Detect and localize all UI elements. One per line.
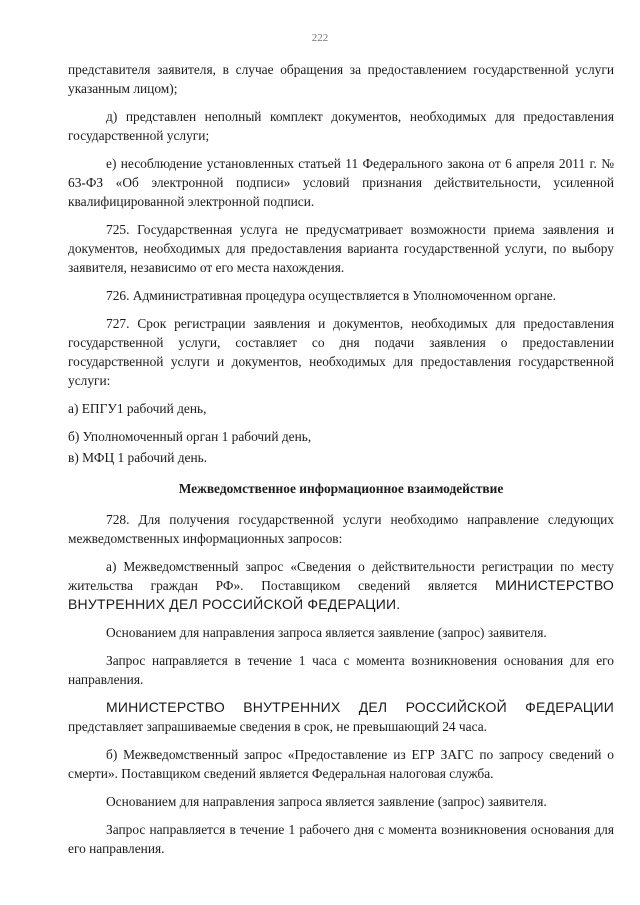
- paragraph-text: а) Межведомственный запрос «Сведения о действительности регистрации по месту жительства граждан РФ». Поставщиком сведений является: [68, 559, 614, 593]
- paragraph: [68, 698, 614, 736]
- list-item: в) МФЦ 1 рабочий день.: [68, 450, 208, 465]
- paragraph: 727. Срок регистрации заявления и документов, необходимых для предоставления государственной услуги, составляет со дня подачи заявления о предоставлении государственной услуги и документов, необходимых для предоставления государственной услуги:: [68, 316, 614, 388]
- agency-name: МИНИСТЕРСТВО ВНУТРЕННИХ ДЕЛ РОССИЙСКОЙ ФЕДЕРАЦИИ: [106, 699, 614, 715]
- paragraph: 728. Для получения государственной услуги необходимо направление следующих межведомственных информационных запросов:: [68, 512, 614, 546]
- paragraph: 726. Административная процедура осуществляется в Уполномоченном органе.: [106, 288, 557, 303]
- paragraph-text: представляет запрашиваемые сведения в срок, не превышающий 24 часа.: [68, 719, 488, 734]
- section-heading: Межведомственное информационное взаимодействие: [178, 481, 504, 496]
- list-item: а) ЕПГУ1 рабочий день,: [68, 401, 207, 416]
- document-body: [68, 60, 614, 867]
- paragraph: Основанием для направления запроса является заявление (запрос) заявителя.: [106, 625, 547, 640]
- paragraph: Основанием для направления запроса является заявление (запрос) заявителя.: [106, 794, 547, 809]
- agency-name: МИНИСТЕРСТВО ВНУТРЕННИХ ДЕЛ РОССИЙСКОЙ ФЕДЕРАЦИИ.: [68, 577, 614, 612]
- page-number: 222: [311, 32, 329, 44]
- paragraph: 725. Государственная услуга не предусматривает возможности приема заявления и документов, необходимых для предоставления варианта государственной услуги, по выбору заявителя, независимо от его места нахождения.: [68, 222, 614, 275]
- list-item: б) Уполномоченный орган 1 рабочий день,: [68, 429, 312, 444]
- paragraph: [68, 557, 614, 614]
- paragraph: б) Межведомственный запрос «Предоставление из ЕГР ЗАГС по запросу сведений о смерти». Поставщиком сведений является Федеральная налоговая служба.: [68, 747, 614, 781]
- paragraph: представителя заявителя, в случае обращения за предоставлением государственной услуги указанным лицом);: [68, 62, 614, 96]
- paragraph: Запрос направляется в течение 1 рабочего дня с момента возникновения основания для его направления.: [68, 822, 614, 856]
- paragraph: д) представлен неполный комплект документов, необходимых для предоставления государственной услуги;: [68, 109, 614, 143]
- paragraph: е) несоблюдение установленных статьей 11 Федерального закона от 6 апреля 2011 г. № 63-ФЗ «Об электронной подписи» условий признания действительности, усиленной квалифицированной электронной подписи.: [68, 156, 614, 209]
- paragraph: Запрос направляется в течение 1 часа с момента возникновения основания для его направления.: [68, 653, 614, 687]
